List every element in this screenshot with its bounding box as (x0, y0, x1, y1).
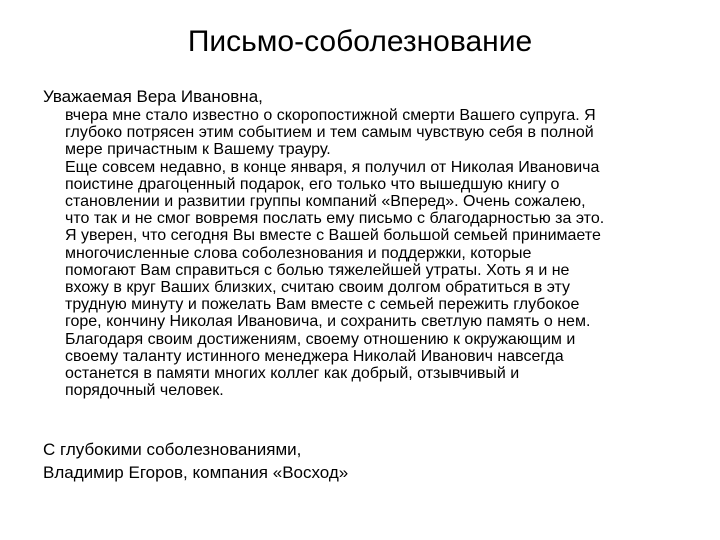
letter-paragraph (43, 227, 688, 330)
page-title: Письмо-соболезнование (187, 25, 533, 58)
text-line: становлении и развитии группы компаний «Вперед». Очень сожалею, (65, 193, 586, 211)
text-line: глубоко потрясен этим событием и тем самым чувствую себя в полной (65, 124, 594, 142)
signature: Владимир Егоров, компания «Восход» (43, 463, 349, 482)
letter-paragraph (43, 331, 688, 400)
text-line: своему таланту истинного менеджера Николай Иванович навсегда (65, 347, 564, 365)
letter-paragraph (43, 159, 688, 228)
text-line: останется в памяти многих коллег как добрый, отзывчивый и (65, 365, 520, 383)
closing-phrase: С глубокими соболезнованиями, (43, 440, 302, 459)
text-line: Еще совсем недавно, в конце января, я получил от Николая Ивановича (65, 158, 600, 176)
letter-paragraph (43, 107, 688, 159)
text-line: вхожу в круг Ваших близких, считаю своим долгом обратиться в эту (65, 279, 571, 297)
text-line: трудную минуту и пожелать Вам вместе с семьей пережить глубокое (65, 296, 580, 314)
text-line: горе, кончину Николая Ивановича, и сохранить светлую память о нем. (65, 313, 591, 331)
text-line: многочисленные слова соболезнования и поддержки, которые (65, 244, 532, 262)
text-line: помогают Вам справиться с болью тяжелейшей утраты. Хоть я и не (65, 261, 570, 279)
text-line: порядочный человек. (65, 382, 224, 400)
text-line: Я уверен, что сегодня Вы вместе с Вашей большой семьей принимаете (65, 227, 601, 245)
letter-greeting: Уважаемая Вера Ивановна, (43, 87, 263, 106)
text-line: Благодаря своим достижениям, своему отношению к окружающим и (65, 330, 576, 348)
letter-closing (43, 438, 348, 484)
text-line: что так и не смог вовремя послать ему письмо с благодарностью за это. (65, 210, 605, 228)
letter-body (43, 107, 688, 399)
text-line: вчера мне стало известно о скоропостижной смерти Вашего супруга. Я (65, 107, 596, 124)
text-line: поистине драгоценный подарок, его только что вышедшую книгу о (65, 175, 560, 193)
text-line: мере причастным к Вашему трауру. (65, 141, 331, 159)
